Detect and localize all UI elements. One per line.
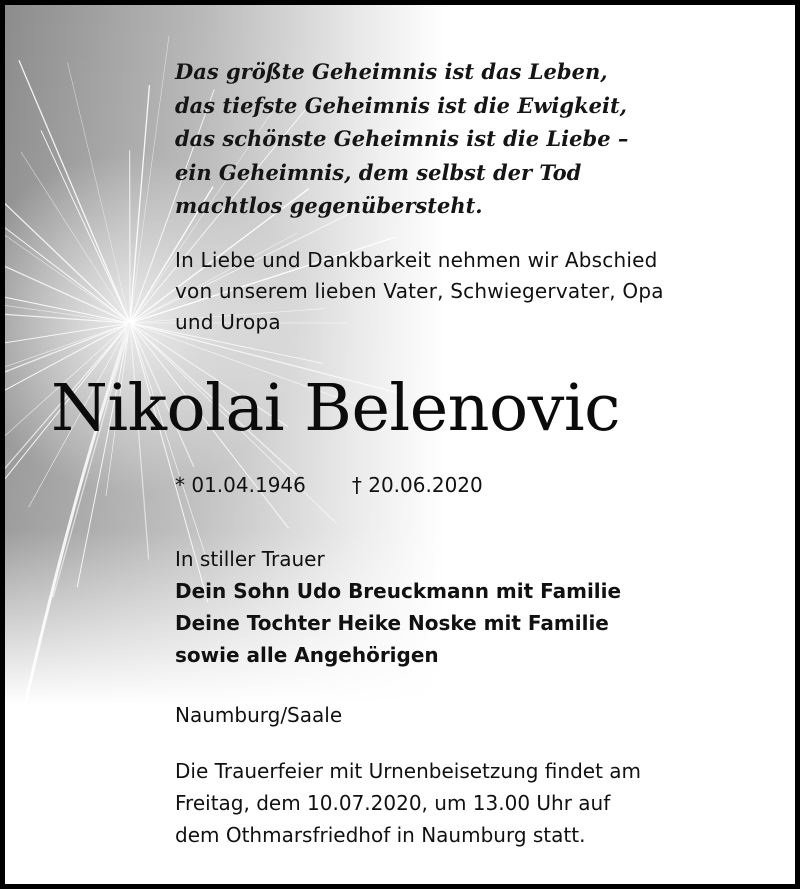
birth-date: * 01.04.1946 [175,473,306,497]
place: Naumburg/Saale [175,703,343,727]
mourner-line: Dein Sohn Udo Breuckmann mit Familie [175,579,622,603]
service-line: Die Trauerfeier mit Urnenbeisetzung findet am [175,759,642,783]
farewell-line: und Uropa [175,310,281,334]
deceased-name: Nikolai Belenovic [51,371,621,446]
life-dates [175,469,483,501]
poem-line: Das größte Geheimnis ist das Leben, [175,59,608,84]
poem [175,55,628,223]
mourners-intro: In stiller Trauer [175,547,325,571]
farewell-line: In Liebe und Dankbarkeit nehmen wir Abschied [175,248,658,272]
service-line: dem Othmarsfriedhof in Naumburg statt. [175,823,586,847]
poem-line: ein Geheimnis, dem selbst der Tod [175,159,582,185]
mourner-line: sowie alle Angehörigen [175,643,439,667]
poem-line: das schönste Geheimnis ist die Liebe – [175,126,629,151]
death-date: † 20.06.2020 [351,473,483,497]
poem-line: das tiefste Geheimnis ist die Ewigkeit, [175,92,627,118]
farewell-text [175,245,664,338]
mourners [175,543,621,671]
service-info [175,755,641,851]
service-line: Freitag, dem 10.07.2020, um 13.00 Uhr auf [175,791,611,815]
mourner-line: Deine Tochter Heike Noske mit Familie [175,611,609,635]
farewell-line: von unserem lieben Vater, Schwiegervater, Opa [175,279,664,303]
poem-line: machtlos gegenübersteht. [175,193,483,218]
